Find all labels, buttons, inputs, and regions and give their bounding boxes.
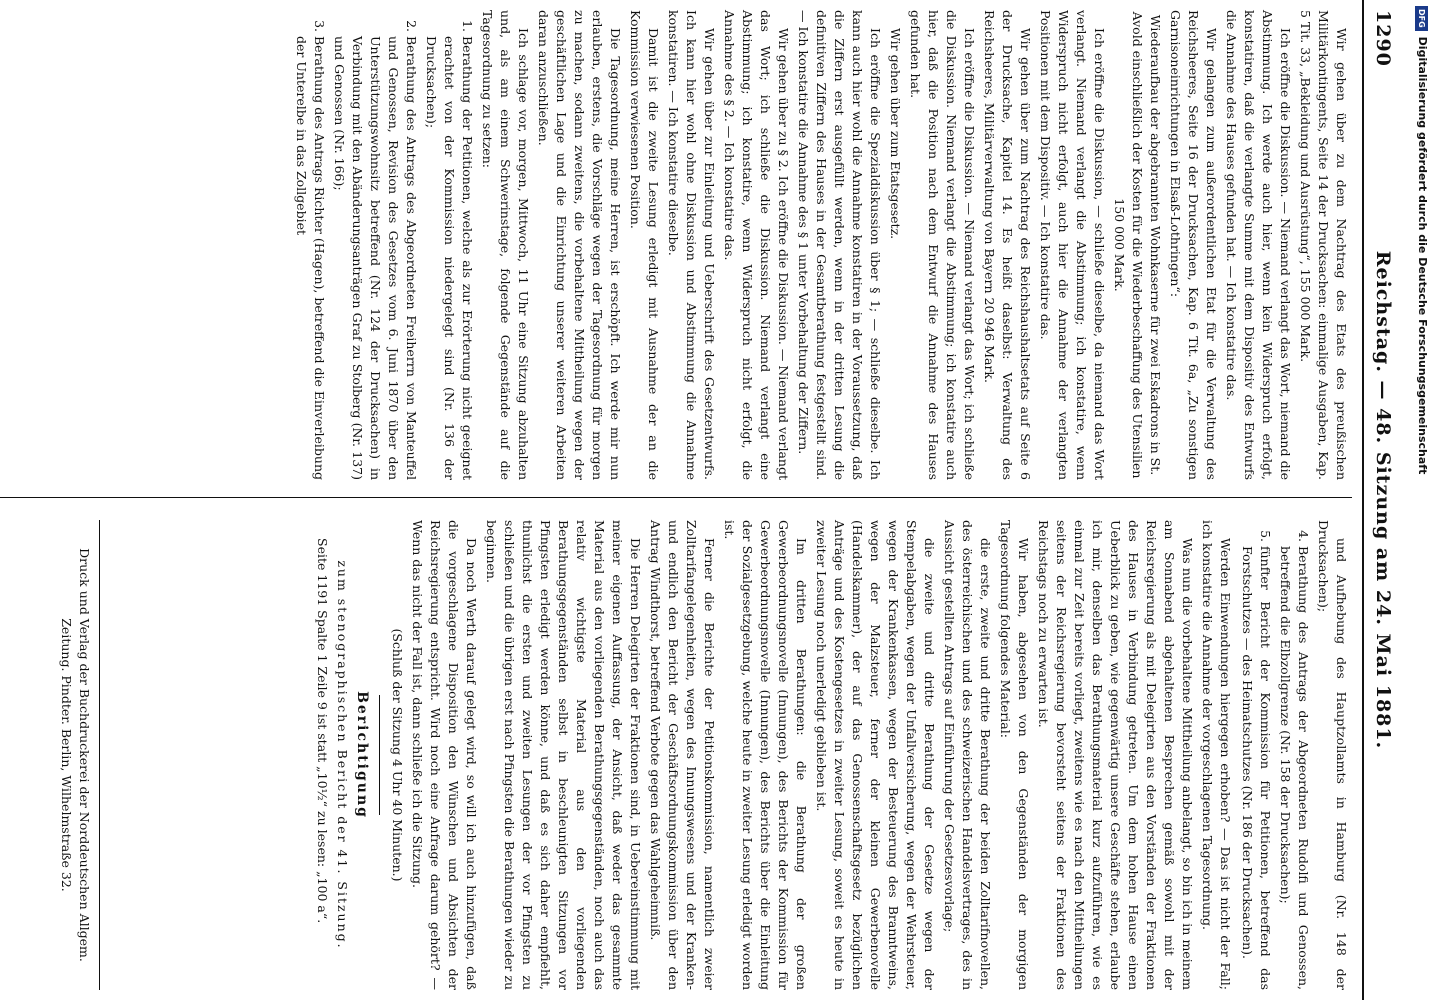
paragraph: Ich eröffne die Diskussion, — schließe dieselbe, da niemand das Wort verlangt. Niemand verlangt die Abstimmung; ich konstatire, wenn Widerspruch nicht erfolgt, auch hier die Annahme der verlangten Positionen mit dem Dispositiv. — Ich konstatire das. — [1038, 10, 1107, 480]
paragraph: Wir gelangen zum außerordentlichen Etat für die Verwaltung des Reichsheeres, Seite 16 der Drucksachen, Kap. 6 Tit. 6a, „Zu sonstigen Garnisoneinrichtungen in Elsaß-Lothringen“: — [1168, 10, 1219, 480]
right-column — [311, 520, 1350, 990]
correction-title: Berichtigung — [354, 691, 370, 819]
footer-text: Digitalisierung gefördert durch die Deutsche Forschungsgemeinschaft — [1416, 36, 1429, 475]
paragraph: Die Tagesordnung, meine Herren, ist erschöpft. Ich werde mir nun erlauben, erstens, die Vorschläge wegen der Tagesordnung für morgen zu machen, sodann zweitens, die vorbehaltene Mittheilung wegen der geschäftlichen Lage und die Einrichtung unserer weiteren Arbeiten daran anzuschließen. — [536, 10, 623, 480]
correction-subtitle: zum stenographischen Bericht der 41. Sitzung. — [335, 560, 350, 950]
agenda-item: 5. fünfter Bericht der Kommission für Petitionen, betreffend das Forstschutzes — des Heimatschutzes (Nr. 186 der Drucksachen). — [1238, 546, 1274, 990]
agenda-item: 2. Berathung des Antrags des Abgeordneten Freiherrn von Manteuffel und Genossen, Revision des Gesetzes vom 6. Juni 1870 über den Unterstützungswohnsitz betreffend (Nr. 124 der Drucksachen) in Verbindung mit den Abänderungsanträgen Graf zu Stolberg (Nr. 137) und Genossen (Nr. 166); — [330, 36, 420, 480]
paragraph: Ich schlage vor, morgen, Mittwoch, 11 Uhr eine Sitzung abzuhalten und, als am einem Schwerinstage, folgende Gegenstände auf die Tagesordnung zu setzen: — [480, 10, 531, 480]
footer-text-row — [1413, 0, 1432, 1006]
agenda-list — [1238, 520, 1312, 990]
paragraph: und Aufhebung des Hauptzollamts in Hamburg (Nr. 148 der Drucksachen); — [1316, 520, 1349, 990]
page-header — [1362, 0, 1400, 1000]
paragraph: Die Herren Delegirten der Fraktionen sind, in Uebereinstimmung mit meiner eigenen Auffassung, der Ansicht, daß weder das gesammte Material aus den vorliegenden Berathungsgegenständen, noch auch das relativ wichtigste Material aus den vorliegenden Berathungsgegenständen selbst in beschleunigten Sitzungen vor Pfingsten erledigt werden könne, und daß es sich daher empfiehlt, thunlichst die ersten und zweiten Lesungen der vor Pfingsten zu schließen und die übrigen erst nach Pfingsten die Berathungen wieder zu beginnen. — [484, 520, 643, 990]
paragraph-indented-item: Wiederaufbau der abgebrannten Wohnkaserne für zwei Eskadrons in St. Avold einschließlich der Kosten für die Wiederbeschaffung des Utensilien 150 000 Mark. — [1112, 11, 1163, 479]
paragraph: Wir gehen über zu dem Nachtrag des Etats des preußischen Militärkontingents, Seite 14 der Drucksachen: einmalige Ausgaben, Kap. 5 Tit. 33, „Bekleidung und Ausrüstung“, 155 000 Mark. — [1298, 10, 1349, 480]
paragraph: Was nun die vorbehaltene Mittheilung anbelangt, so bin ich in meinem am Sonnabend abgehaltenen Besprechen gemäß sowohl mit der Reichsregierung als mit Delegirten aus den Vorständen der Fraktionen des Hauses in Verbindung getreten. Um dem hohen Hause einen Ueberblick zu geben, wie gegenwärtig unsere Geschäfte stehen, erlaube ich mir, denselben das Berathungsmaterial kurz aufzuführen, wie es einmal zur Zeit bereits vorliegt, zweitens wie es nach den Mittheilungen seitens der Reichsregierung bevorsteht seitens der Fraktionen des Reichstags noch zu erwarten ist. — [1036, 520, 1195, 990]
left-column — [288, 10, 1350, 480]
page-number: 1290 — [1372, 10, 1394, 67]
printer-imprint: Druck und Verlag der Buchdruckerei der Norddeutschen Allgem. Zeitung. Pindter. Berlin, Wilhelmstraße 32. — [57, 520, 100, 990]
paragraph: Wir gehen über zur Einleitung und Ueberschrift des Gesetzentwurfs. Ich kann hier wohl ohne Diskussion und Abstimmung die Annahme konstatiren. — Ich konstatire dieselbe. — [666, 10, 717, 480]
paragraph: Da noch Werth darauf gelegt wird, so will ich auch hinzufügen, daß die vorgeschlagene Disposition den Wünschen und Absichten der Reichsregierung entspricht. Wird noch eine Anfrage darum gehört? — Wenn das nicht der Fall ist, dann schließe ich die Sitzung. — [410, 520, 479, 990]
paragraph: Wir gehen über zum Etatsgesetz. — [888, 28, 903, 240]
paragraph: die erste, zweite und dritte Berathung der beiden Zolltarifnovellen, des österreichischen und des schweizerischen Handelsvertrages, des in Aussicht gestellten Antrags auf Einführung der Gesetzesvorlage; — [942, 520, 993, 990]
paragraph: Wir gehen über zum Nachtrag des Reichshaushaltsetats auf Seite 6 der Drucksache, Kapitel 14. Es heißt daselbst: Verwaltung des Reichsheeres, Militärverwaltung von Bayern 20 946 Mark. — [982, 10, 1033, 480]
paragraph: Im dritten Berathungen: die Berathung der großen Gewerbeordnungsnovelle (Innungen), des Berichts der Kommission für Gewerbeordnungsnovelle (Innungen), des Berichts über die Einleitung der Sozialgesetzgebung, welche heute in zweiter Lesung erledigt worden ist. — [722, 520, 809, 990]
paragraph: Ich eröffne die Diskussion. — Niemand verlangt das Wort, niemand die Abstimmung. Ich werde auch hier, wenn kein Widerspruch erfolgt, konstatiren, daß die verlangte Summe mit dem Dispositiv des Entwurfs die Annahme des Hauses gefunden hat. — Ich konstatire das. — [1224, 10, 1293, 480]
column-divider — [0, 497, 1352, 498]
paragraph: die zweite und dritte Berathung der Gesetze wegen der Stempelabgaben, wegen der Unfallversicherung, wegen der Wehrsteuer, wegen der Krankenkassen, wegen der Besteuerung des Branntweins, wegen der Malzsteuer, ferner der kleinen Gewerbenovelle (Handelskammer), der auf das Genossenschaftsgesetz bezüglichen Anträge und des Kostengesetzes in zweiter Lesung, soweit es heute in zweiter Lesung noch unerledigt geblieben ist. — [814, 520, 937, 990]
paragraph: Wir haben, abgesehen von den Gegenständen der morgigen Tagesordnung folgendes Material: — [998, 520, 1031, 990]
session-closing: (Schluß der Sitzung 4 Uhr 40 Minuten.) — [390, 628, 405, 882]
agenda-item: 4. Berathung des Antrags der Abgeordneten Rudolfi und Genossen, betreffend die Elbzollgrenze (Nr. 158 der Drucksachen); — [1276, 546, 1312, 990]
agenda-item: 1. Berathung der Petitionen, welche als zur Erörterung nicht geeignet erachtet von der Kommission niedergelegt sind (Nr. 136 der Drucksachen); — [422, 36, 476, 480]
section-rule — [379, 695, 380, 815]
paragraph: Ich eröffne die Diskussion. — Niemand verlangt das Wort; ich schließe die Diskussion. Niemand verlangt die Abstimmung; ich konstatire auch hier, daß die Position nach dem Entwurf die Annahme des Hauses gefunden hat. — [908, 10, 977, 480]
paragraph: Damit ist die zweite Lesung erledigt mit Ausnahme der an die Kommission verwiesenen Position. — [628, 10, 661, 480]
page-title: Reichstag. — 48. Sitzung am 24. Mai 1881. — [1372, 250, 1394, 750]
paragraph: Ferner die Berichte der Petitionskommission, namentlich zweier Zolltarifangelegenheiten, wegen des Innungswesens und der Kranken- und endlich den Bericht der Geschäftsordnungskommission über den Antrag Windthorst, betreffend Verbote gegen das Wahlgeheimniß. — [648, 520, 717, 990]
dfg-logo: DFG — [1416, 6, 1429, 31]
agenda-item: 3. Berathung des Antrags Richter (Hagen), betreffend die Einverleibung der Unterelbe in das Zollgebiet — [292, 36, 328, 480]
correction-text: Seite 1191 Spalte 1 Zeile 9 ist statt „10½“ zu lesen: „100 a“. — [315, 538, 330, 924]
digitization-footer — [1413, 0, 1432, 1000]
paragraph: Wir gehen über zu § 2. Ich eröffne die Diskussion. — Niemand verlangt das Wort; ich schließe die Diskussion. Niemand verlangt eine Abstimmung; ich konstatire, wenn Widerspruch nicht erfolgt, die Annahme des § 2. — Ich konstatire das. — [722, 10, 791, 480]
agenda-list — [292, 10, 476, 480]
paragraph: Werden Einwendungen hiergegen erhoben? — Das ist nicht der Fall; ich konstatire die Annahme der vorgeschlagenen Tagesordnung. — [1200, 520, 1233, 990]
paragraph: Ich eröffne die Spezialdiskussion über § 1; — schließe dieselbe. Ich kann auch hier wohl die Annahme konstatiren in der Voraussetzung, daß die Ziffern erst ausgefüllt werden, wenn in der dritten Lesung die definitiven Ziffern des Hauses in der Gesamtberathung festgestellt sind. — Ich konstatire die Annahme des § 1 unter Vorbehaltung der Ziffern. — [796, 10, 883, 480]
